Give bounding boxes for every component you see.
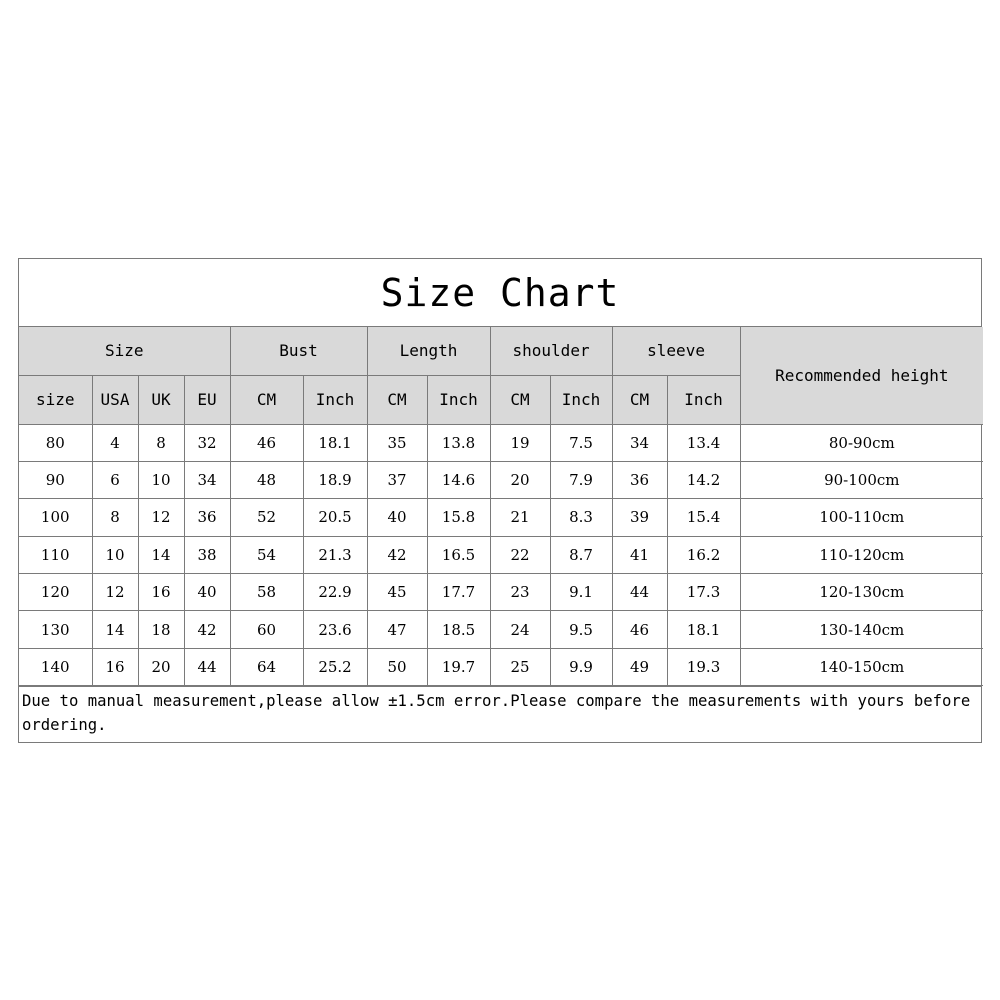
- cell-size: 120: [19, 574, 92, 611]
- cell-recommended-height: 140-150cm: [740, 648, 983, 685]
- cell-sleeve-inch: 15.4: [667, 499, 740, 536]
- cell-usa: 8: [92, 499, 138, 536]
- table-row: [19, 536, 983, 573]
- cell-size: 110: [19, 536, 92, 573]
- cell-length-cm: 47: [367, 611, 427, 648]
- cell-length-inch: 14.6: [427, 461, 490, 498]
- cell-size: 80: [19, 424, 92, 461]
- cell-bust-cm: 60: [230, 611, 303, 648]
- cell-sleeve-inch: 17.3: [667, 574, 740, 611]
- table-row: [19, 424, 983, 461]
- header-sleeve-group: sleeve: [612, 327, 740, 375]
- cell-length-inch: 13.8: [427, 424, 490, 461]
- cell-bust-cm: 54: [230, 536, 303, 573]
- cell-sleeve-cm: 46: [612, 611, 667, 648]
- cell-shoulder-inch: 9.9: [550, 648, 612, 685]
- cell-recommended-height: 120-130cm: [740, 574, 983, 611]
- cell-uk: 20: [138, 648, 184, 685]
- cell-shoulder-inch: 7.5: [550, 424, 612, 461]
- cell-size: 100: [19, 499, 92, 536]
- cell-shoulder-cm: 25: [490, 648, 550, 685]
- cell-size: 130: [19, 611, 92, 648]
- size-table: [19, 327, 983, 686]
- cell-usa: 10: [92, 536, 138, 573]
- cell-recommended-height: 130-140cm: [740, 611, 983, 648]
- cell-sleeve-inch: 16.2: [667, 536, 740, 573]
- cell-recommended-height: 100-110cm: [740, 499, 983, 536]
- cell-shoulder-cm: 22: [490, 536, 550, 573]
- cell-bust-cm: 48: [230, 461, 303, 498]
- cell-usa: 4: [92, 424, 138, 461]
- size-chart: [18, 258, 982, 743]
- cell-length-cm: 40: [367, 499, 427, 536]
- cell-size: 140: [19, 648, 92, 685]
- table-row: [19, 611, 983, 648]
- cell-eu: 40: [184, 574, 230, 611]
- cell-usa: 14: [92, 611, 138, 648]
- header-size-group: Size: [19, 327, 230, 375]
- cell-usa: 12: [92, 574, 138, 611]
- cell-bust-inch: 18.1: [303, 424, 367, 461]
- cell-bust-inch: 21.3: [303, 536, 367, 573]
- cell-sleeve-cm: 34: [612, 424, 667, 461]
- cell-bust-inch: 25.2: [303, 648, 367, 685]
- table-row: [19, 499, 983, 536]
- cell-bust-cm: 46: [230, 424, 303, 461]
- cell-shoulder-cm: 23: [490, 574, 550, 611]
- cell-shoulder-cm: 19: [490, 424, 550, 461]
- cell-bust-inch: 23.6: [303, 611, 367, 648]
- cell-usa: 16: [92, 648, 138, 685]
- header-bust-cm: CM: [230, 375, 303, 424]
- header-bust-inch: Inch: [303, 375, 367, 424]
- cell-recommended-height: 110-120cm: [740, 536, 983, 573]
- cell-bust-cm: 58: [230, 574, 303, 611]
- cell-length-cm: 45: [367, 574, 427, 611]
- header-bust-group: Bust: [230, 327, 367, 375]
- cell-sleeve-inch: 18.1: [667, 611, 740, 648]
- cell-eu: 32: [184, 424, 230, 461]
- cell-shoulder-cm: 24: [490, 611, 550, 648]
- cell-uk: 18: [138, 611, 184, 648]
- header-usa: USA: [92, 375, 138, 424]
- cell-bust-inch: 18.9: [303, 461, 367, 498]
- cell-length-inch: 17.7: [427, 574, 490, 611]
- header-shoulder-group: shoulder: [490, 327, 612, 375]
- cell-eu: 38: [184, 536, 230, 573]
- cell-length-inch: 18.5: [427, 611, 490, 648]
- cell-length-cm: 42: [367, 536, 427, 573]
- cell-length-inch: 15.8: [427, 499, 490, 536]
- cell-shoulder-inch: 8.7: [550, 536, 612, 573]
- header-size: size: [19, 375, 92, 424]
- cell-bust-inch: 22.9: [303, 574, 367, 611]
- table-row: [19, 461, 983, 498]
- cell-sleeve-inch: 14.2: [667, 461, 740, 498]
- table-body: [19, 424, 983, 686]
- cell-shoulder-inch: 9.1: [550, 574, 612, 611]
- cell-sleeve-cm: 39: [612, 499, 667, 536]
- cell-shoulder-inch: 9.5: [550, 611, 612, 648]
- cell-eu: 34: [184, 461, 230, 498]
- cell-recommended-height: 80-90cm: [740, 424, 983, 461]
- cell-sleeve-inch: 19.3: [667, 648, 740, 685]
- cell-eu: 36: [184, 499, 230, 536]
- header-length-cm: CM: [367, 375, 427, 424]
- header-eu: EU: [184, 375, 230, 424]
- table-row: [19, 574, 983, 611]
- cell-shoulder-inch: 8.3: [550, 499, 612, 536]
- measurement-note: Due to manual measurement,please allow ±1.5cm error.Please compare the measurements with yours before ordering.: [19, 686, 981, 742]
- cell-bust-cm: 52: [230, 499, 303, 536]
- table-row: [19, 648, 983, 685]
- cell-usa: 6: [92, 461, 138, 498]
- cell-sleeve-cm: 44: [612, 574, 667, 611]
- cell-bust-inch: 20.5: [303, 499, 367, 536]
- cell-sleeve-cm: 49: [612, 648, 667, 685]
- header-length-group: Length: [367, 327, 490, 375]
- cell-length-inch: 16.5: [427, 536, 490, 573]
- cell-uk: 14: [138, 536, 184, 573]
- cell-size: 90: [19, 461, 92, 498]
- cell-eu: 44: [184, 648, 230, 685]
- cell-shoulder-inch: 7.9: [550, 461, 612, 498]
- cell-length-cm: 35: [367, 424, 427, 461]
- cell-sleeve-cm: 36: [612, 461, 667, 498]
- header-shoulder-cm: CM: [490, 375, 550, 424]
- cell-uk: 8: [138, 424, 184, 461]
- cell-length-cm: 50: [367, 648, 427, 685]
- cell-recommended-height: 90-100cm: [740, 461, 983, 498]
- header-length-inch: Inch: [427, 375, 490, 424]
- cell-shoulder-cm: 20: [490, 461, 550, 498]
- chart-title: Size Chart: [19, 259, 981, 327]
- cell-length-inch: 19.7: [427, 648, 490, 685]
- cell-uk: 10: [138, 461, 184, 498]
- cell-sleeve-cm: 41: [612, 536, 667, 573]
- header-uk: UK: [138, 375, 184, 424]
- cell-eu: 42: [184, 611, 230, 648]
- header-sleeve-cm: CM: [612, 375, 667, 424]
- cell-sleeve-inch: 13.4: [667, 424, 740, 461]
- header-recommended-height: Recommended height: [740, 327, 983, 424]
- cell-length-cm: 37: [367, 461, 427, 498]
- cell-uk: 12: [138, 499, 184, 536]
- cell-shoulder-cm: 21: [490, 499, 550, 536]
- cell-bust-cm: 64: [230, 648, 303, 685]
- cell-uk: 16: [138, 574, 184, 611]
- header-shoulder-inch: Inch: [550, 375, 612, 424]
- header-sleeve-inch: Inch: [667, 375, 740, 424]
